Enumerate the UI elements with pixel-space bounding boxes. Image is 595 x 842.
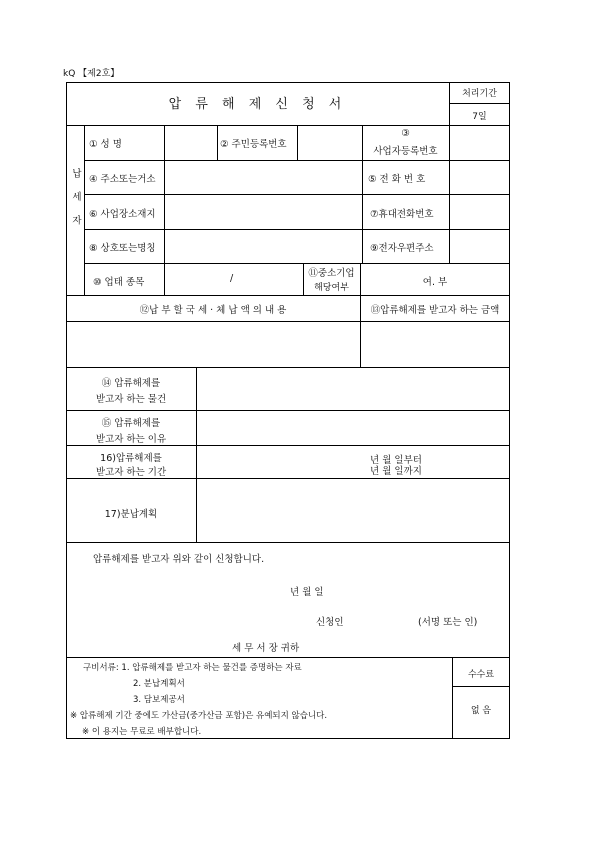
item15-label-line2: 받고자 하는 이유 <box>95 434 167 445</box>
business-number-num: ③ <box>401 128 410 139</box>
item15-label-line1: ⑮ 압류해제를 <box>101 418 161 429</box>
address-label: ④ 주소또는거소 <box>89 174 156 185</box>
item16-label-line1: 16)압류해제를 <box>100 453 162 464</box>
phone-label: ⑤ 전 화 번 호 <box>368 174 426 185</box>
note-surcharge: ※ 압류해제 기간 중에도 가산금(중가산금 포함)은 유예되지 않습니다. <box>70 711 328 721</box>
release-amount-input[interactable] <box>361 322 509 366</box>
item16-label-line2: 받고자 하는 기간 <box>95 467 167 478</box>
mobile-label: ⑦휴대전화번호 <box>370 209 434 220</box>
item15-input[interactable] <box>197 411 509 444</box>
workplace-input[interactable] <box>165 195 361 228</box>
applicant-label: 신청인 <box>316 617 344 628</box>
title-row-bottom <box>66 125 510 126</box>
signature-label[interactable]: (서명 또는 인) <box>418 617 478 628</box>
period-divider <box>449 103 510 104</box>
phone-input[interactable] <box>450 161 509 193</box>
name-label: ① 성 명 <box>89 139 122 150</box>
item17-input[interactable] <box>197 479 509 541</box>
business-type-slash: / <box>230 273 234 284</box>
email-label: ⑨전자우편주소 <box>370 243 434 254</box>
name-input[interactable] <box>165 126 216 159</box>
period-from[interactable]: 년 월 일부터 <box>370 455 422 466</box>
fee-divider <box>452 686 510 687</box>
statement-text: 압류해제를 받고자 위와 같이 신청합니다. <box>93 554 265 565</box>
email-input[interactable] <box>450 230 509 262</box>
row1-div-a <box>217 125 218 160</box>
sme-label-line1: ⑪중소기업 <box>308 268 355 279</box>
item17-label: 17)분납계획 <box>104 509 158 520</box>
workplace-label: ⑥ 사업장소재지 <box>89 209 156 220</box>
form-title: 압 류 해 제 신 청 서 <box>168 97 347 112</box>
item14-label-line2: 받고자 하는 물건 <box>95 394 167 405</box>
resident-number-label: ② 주민등록번호 <box>220 139 287 150</box>
mobile-input[interactable] <box>450 195 509 228</box>
address-input[interactable] <box>165 161 361 193</box>
application-date[interactable]: 년 월 일 <box>290 587 324 598</box>
row9-bottom <box>66 445 510 446</box>
sme-yes-no[interactable]: 여. 부 <box>422 277 448 288</box>
row5-bottom <box>66 295 510 296</box>
processing-period-value: 7일 <box>472 112 487 122</box>
tax-content-input[interactable] <box>67 322 359 366</box>
taxpayer-col-right <box>84 125 85 295</box>
sme-label-line2: 해당여부 <box>314 283 349 293</box>
resident-number-input[interactable] <box>298 126 361 159</box>
statement-bottom <box>66 657 510 658</box>
recipient-label: 세 무 서 장 귀하 <box>232 643 300 654</box>
fee-value: 없 음 <box>470 706 492 716</box>
form-number-label: kQ 【제2호】 <box>63 69 120 79</box>
note-free: ※ 이 용지는 무료로 배부합니다. <box>82 727 202 737</box>
trade-name-label: ⑧ 상호또는명칭 <box>89 243 156 254</box>
row4-bottom <box>84 263 510 264</box>
period-to[interactable]: 년 월 일까지 <box>370 466 422 477</box>
trade-name-input[interactable] <box>165 230 361 262</box>
business-type-label: ⑩ 업태 종목 <box>93 277 145 288</box>
tax-content-header: ⑫납 부 할 국 세 · 체 납 액 의 내 용 <box>139 305 287 316</box>
release-amount-header: ⑬압류해제를 받고자 하는 금액 <box>370 305 500 316</box>
required-docs-line3: 3. 담보제공서 <box>133 695 185 705</box>
item14-input[interactable] <box>197 368 509 409</box>
required-docs-line2: 2. 분납계획서 <box>133 679 185 689</box>
taxpayer-label: 납세자 <box>70 168 81 239</box>
business-number-label: 사업자등록번호 <box>373 146 438 157</box>
fee-label: 수수료 <box>467 670 495 680</box>
row11-bottom <box>66 542 510 543</box>
required-docs-line1: 구비서류: 1. 압류해제를 받고자 하는 물건를 증명하는 자료 <box>83 663 302 673</box>
processing-period-label: 처리기간 <box>462 89 497 99</box>
item14-label-line1: ⑭ 압류해제를 <box>101 378 161 389</box>
business-number-input[interactable] <box>450 126 509 159</box>
row5-div-a <box>164 263 165 295</box>
